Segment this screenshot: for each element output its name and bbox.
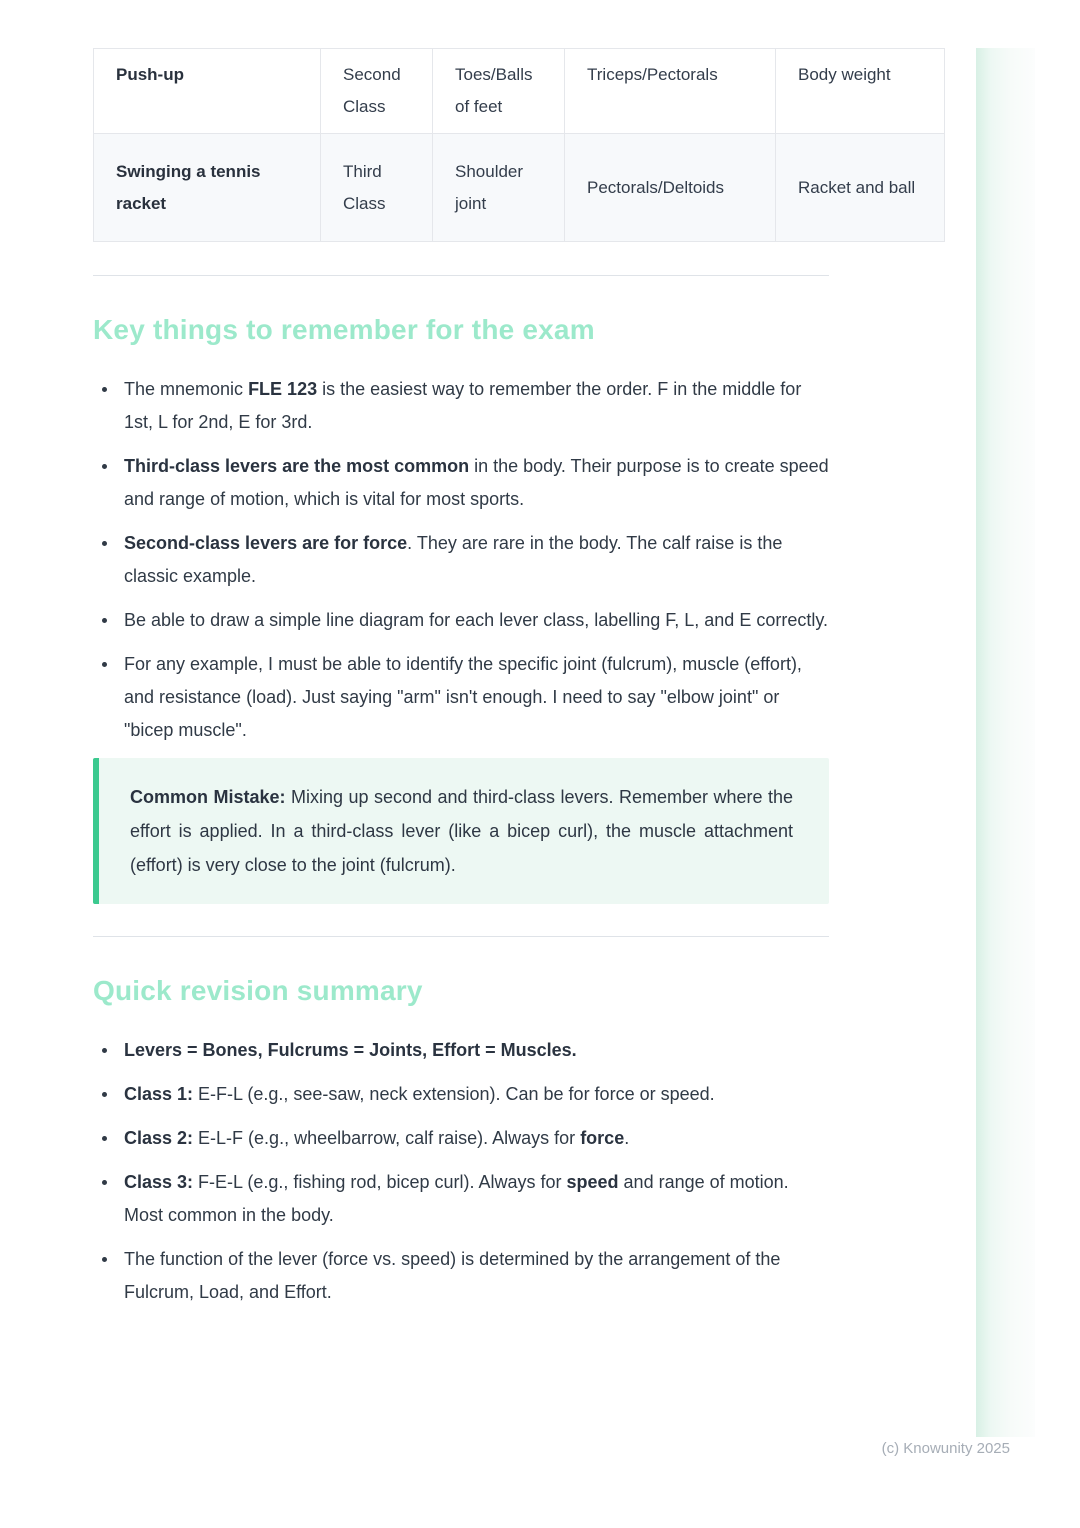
cell-effort-muscle: Pectorals/Deltoids (565, 134, 776, 242)
text-segment: . (624, 1128, 630, 1148)
cell-effort-muscle: Triceps/Pectorals (565, 49, 776, 134)
cell-load: Body weight (776, 49, 945, 134)
text-segment: Class 2: (124, 1128, 194, 1148)
section-divider (93, 275, 829, 276)
text-segment: E-F-L (e.g., see-saw, neck extension). Can be for force or speed. (193, 1084, 715, 1104)
bullet-item (93, 373, 829, 439)
common-mistake-callout (93, 758, 829, 904)
text-segment: in the body. Their purpose is to create speed and range of motion, which is vital for most sports. (124, 456, 829, 509)
text-segment: Third-class levers are the most common (124, 456, 470, 476)
bullet-item (93, 450, 829, 516)
text-segment: Be able to draw a simple line diagram for each lever class, labelling F, L, and E correctly. (124, 610, 829, 630)
text-segment: FLE 123 (248, 379, 318, 399)
quick-revision-heading: Quick revision summary (93, 975, 423, 1006)
text-segment: Second-class levers are for force (124, 533, 408, 553)
text-segment: Common Mistake: (130, 787, 286, 807)
cell-fulcrum: Toes/Balls of feet (433, 49, 565, 134)
copyright-footer: (c) Knowunity 2025 (881, 1440, 1010, 1457)
text-segment: speed (566, 1172, 619, 1192)
bullet-item (93, 1243, 829, 1309)
bullet-item (93, 527, 829, 593)
cell-example: Push-up (94, 49, 321, 134)
bullet-item (93, 1122, 829, 1155)
key-things-heading: Key things to remember for the exam (93, 314, 595, 345)
bullet-item (93, 1078, 829, 1111)
text-segment: The mnemonic (124, 379, 249, 399)
cell-lever-class: Third Class (321, 134, 433, 242)
text-segment: For any example, I must be able to identify the specific joint (fulcrum), muscle (effort), and resistance (load). Just saying "arm" isn't enough. I need to say "elbow joint" or "bicep muscle". (124, 654, 802, 740)
table-row-pushup (94, 49, 945, 134)
text-segment: E-L-F (e.g., wheelbarrow, calf raise). Always for (193, 1128, 581, 1148)
lever-examples-table (93, 48, 945, 242)
text-segment: Class 3: (124, 1172, 194, 1192)
quick-revision-list (93, 1034, 829, 1309)
callout-text (130, 780, 793, 882)
text-segment: force (580, 1128, 625, 1148)
text-segment: . They are rare in the body. The calf raise is the classic example. (124, 533, 783, 586)
bullet-item (93, 648, 829, 747)
table-row-tennis-racket (94, 134, 945, 242)
text-segment: is the easiest way to remember the order. F in the middle for 1st, L for 2nd, E for 3rd. (124, 379, 802, 432)
text-segment: Levers = Bones, Fulcrums = Joints, Effort = Muscles. (124, 1040, 577, 1060)
page-content (93, 48, 944, 1320)
text-segment: The function of the lever (force vs. speed) is determined by the arrangement of the Fulcrum, Load, and Effort. (124, 1249, 781, 1302)
key-things-list (93, 373, 829, 747)
cell-example: Swinging a tennis racket (94, 134, 321, 242)
text-segment: and range of motion. Most common in the body. (124, 1172, 789, 1225)
bullet-item (93, 604, 829, 637)
section-divider (93, 936, 829, 937)
cell-load: Racket and ball (776, 134, 945, 242)
bullet-item (93, 1166, 829, 1232)
text-segment: Mixing up second and third-class levers. Remember where the effort is applied. In a third-class lever (like a bicep curl), the muscle attachment (effort) is very close to the joint (fulcrum). (130, 787, 793, 875)
cell-lever-class: Second Class (321, 49, 433, 134)
bullet-item (93, 1034, 829, 1067)
page-edge-accent-bar (976, 48, 1035, 1437)
cell-fulcrum: Shoulder joint (433, 134, 565, 242)
text-segment: F-E-L (e.g., fishing rod, bicep curl). Always for (193, 1172, 567, 1192)
text-column (93, 313, 829, 1309)
text-segment: Class 1: (124, 1084, 194, 1104)
